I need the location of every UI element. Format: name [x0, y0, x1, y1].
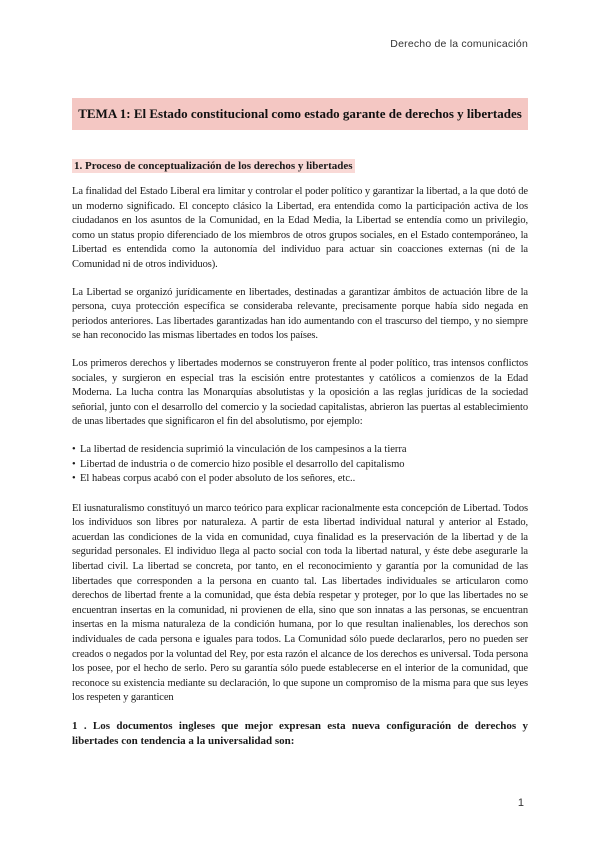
bullet-list [72, 443, 528, 487]
paragraph: El iusnaturalismo constituyó un marco teórico para explicar racionalmente esta concepción de Libertad. Todos los individuos son libres por naturaleza. A partir de esta libertad individual natural y anterior al Estado, acuerdan las condiciones de la vida en comunidad, cuya finalidad es la preservación de la libertad y de la seguridad personales. El individuo llega al pacto social con toda la libertad natural, y éste debe asegurarle la libertad civil. La libertad se concreta, por tanto, en el reconocimiento y garantía por la comunidad de las libertades que corresponden a la persona en cuanto tal. Las libertades individuales se articularon como derechos de libertad frente a la comunidad, que ésta debía respetar y proteger, por lo que las libertades no se encuentran insertas en la comunidad, ni provienen de ella, sino que son innatas a las personas, se encuentran insertas en la misma naturaleza de la condición humana, por lo que resultan inalienables, los derechos son individuales de cada persona e iguales para todos. La Comunidad sólo puede declararlos, pero no pueden ser creados o negados por la voluntad del Rey, por esta razón el alcance de los derechos es universal. Toda persona los posee, por el hecho de serlo. Pero su garantía sólo puede establecerse en el interior de la comunidad, que reconoce su existencia mediante su declaración, lo que supone un compromiso de la misma para que sus leyes los respeten y garanticen [72, 502, 528, 704]
numbered-item: 1 . Los documentos ingleses que mejor expresan esta nueva configuración de derechos y libertades con tendencia a la universalidad son: [72, 720, 528, 747]
list-item-text: Libertad de industria o de comercio hizo posible el desarrollo del capitalismo [80, 458, 405, 470]
paragraph: La finalidad del Estado Liberal era limitar y controlar el poder político y garantizar la libertad, a la que dotó de un moderno significado. El concepto clásico la Libertad, era entendida como la participación activa de los ciudadanos en los asuntos de la Comunidad, en la Edad Media, la Libertad se entendía como un privilegio, como un status propio diferenciado de los miembros de otros grupos sociales, en el Estado contemporáneo, la Libertad es entendida como la autonomía del individuo para actuar sin coacciones externas (ni de la Comunidad ni de otros individuos). [72, 186, 528, 270]
list-item-text: El habeas corpus acabó con el poder absoluto de los señores, etc.. [80, 473, 356, 485]
section-heading: 1. Proceso de conceptualización de los derechos y libertades [74, 160, 353, 172]
bullet-icon: • [72, 443, 76, 455]
page-title: TEMA 1: El Estado constitucional como estado garante de derechos y libertades [72, 98, 528, 130]
list-item-text: La libertad de residencia suprimió la vinculación de los campesinos a la tierra [80, 443, 407, 455]
list-item [72, 443, 528, 458]
bullet-icon: • [72, 473, 76, 485]
running-header: Derecho de la comunicación [390, 38, 528, 50]
bullet-icon: • [72, 458, 76, 470]
document-body [72, 156, 528, 749]
paragraph: La Libertad se organizó jurídicamente en libertades, destinadas a garantizar ámbitos de actuación libre de la persona, cuya protección específica se consideraba relevante, precisamente porque había sido negada en periodos anteriores. Las libertades garantizadas han ido aumentando con el trascurso del tiempo, y no siempre se han reconocido las mismas libertades en todos los países. [72, 286, 528, 342]
paragraph: Los primeros derechos y libertades modernos se construyeron frente al poder político, tras intensos conflictos sociales, y surgieron en especial tras la escisión entre protestantes y católicos a comienzos de la Edad Moderna. La lucha contra las Monarquías absolutistas y la oposición a las reglas jurídicas de la sociedad señorial, junto con el desarrollo del comercio y la sociedad capitalistas, abrieron las puertas al establecimiento de unas libertades que significaron el fin del absolutismo, por ejemplo: [72, 357, 528, 428]
list-item [72, 472, 528, 487]
list-item [72, 458, 528, 473]
page-number: 1 [517, 797, 524, 809]
